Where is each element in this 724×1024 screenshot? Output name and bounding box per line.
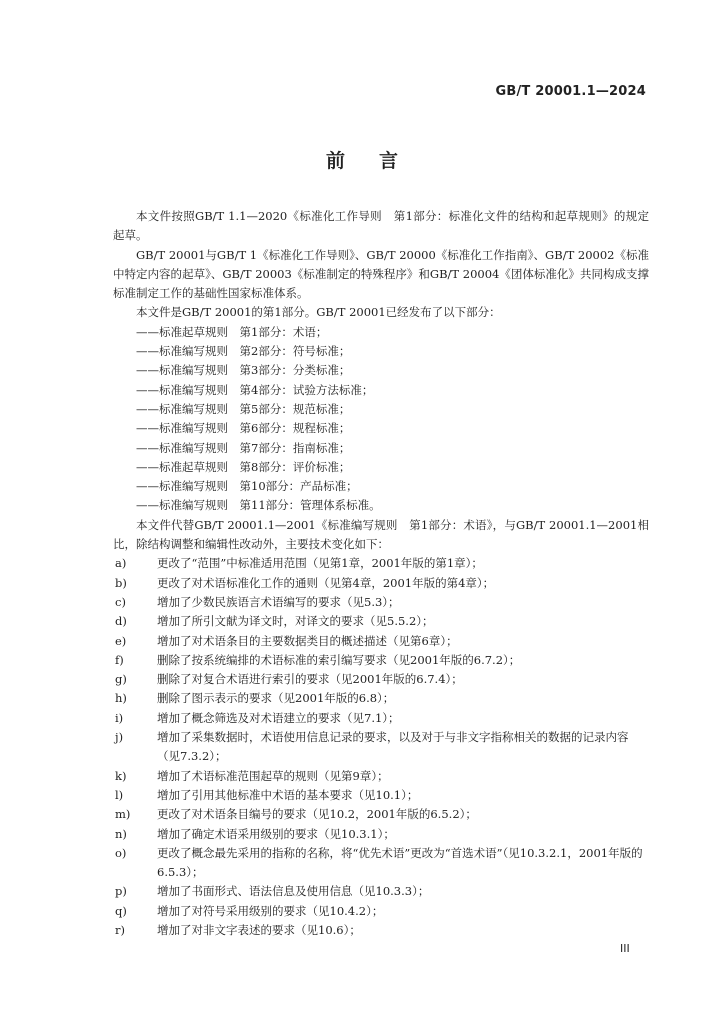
changes-list <box>113 554 649 940</box>
parts-list <box>113 323 649 516</box>
list-item: ——标准编写规则 第2部分：符号标准； <box>136 344 351 359</box>
list-item-text: 更改了对术语标准化工作的通则（见第4章，2001年版的第4章）； <box>157 575 495 590</box>
list-marker: f) <box>115 652 124 667</box>
paragraph: 本文件代替GB/T 20001.1—2001《标准编写规则 第1部分：术语》，与GB/T 20001.1—2001相比，除结构调整和编辑性改动外，主要技术变化如下： <box>113 517 649 552</box>
list-marker: q) <box>115 903 127 918</box>
list-item-text: 更改了概念最先采用的指称的名称，将“优先术语”更改为“首选术语”（见10.3.2.1，2001年版的6.5.3）； <box>157 845 643 880</box>
list-item: ——标准起草规则 第1部分：术语； <box>136 324 328 339</box>
list-item <box>113 902 649 921</box>
list-item <box>113 612 649 631</box>
list-marker: i) <box>115 710 124 725</box>
list-item-text: 增加了概念筛选及对术语建立的要求（见7.1）； <box>157 710 400 725</box>
list-item: ——标准编写规则 第3部分：分类标准； <box>136 363 351 378</box>
list-marker: h) <box>115 691 127 706</box>
list-item <box>113 554 649 573</box>
list-item <box>113 825 649 844</box>
list-item-text: 更改了“范围”中标准适用范围（见第1章，2001年版的第1章）； <box>157 556 483 571</box>
list-marker: g) <box>115 672 127 687</box>
list-marker: d) <box>115 614 127 629</box>
standard-number: GB/T 20001.1—2024 <box>495 84 646 99</box>
list-item-text: 增加了术语标准范围起草的规则（见第9章）； <box>157 768 389 783</box>
list-item <box>113 921 649 940</box>
list-item-text: 增加了采集数据时，术语使用信息记录的要求，以及对于与非文字指称相关的数据的记录内容（见7.3.2）； <box>157 730 629 764</box>
paragraph: GB/T 20001与GB/T 1《标准化工作导则》、GB/T 20000《标准化工作指南》、GB/T 20002《标准中特定内容的起草》、GB/T 20003《标准制定的特殊程序》和GB/T 20004《团体标准化》共同构成支撑标准制定工作的基础性国家标准体系。 <box>113 247 649 301</box>
list-marker: k) <box>115 768 127 783</box>
list-marker: a) <box>115 556 127 571</box>
list-item <box>113 709 649 728</box>
page-title: 前言 <box>325 150 432 172</box>
list-marker: m) <box>115 807 131 822</box>
list-marker: j) <box>115 730 124 745</box>
list-marker: l) <box>115 787 124 802</box>
list-item-text: 增加了所引文献为译文时，对译文的要求（见5.5.2）； <box>157 614 434 629</box>
list-item-text: 增加了少数民族语言术语编写的要求（见5.3）； <box>157 594 400 609</box>
list-item <box>113 689 649 708</box>
foreword-body <box>113 207 649 940</box>
list-item <box>113 670 649 689</box>
list-marker: o) <box>115 845 127 860</box>
list-item: ——标准编写规则 第5部分：规范标准； <box>136 401 351 416</box>
list-item-text: 删除了图示表示的要求（见2001年版的6.8）； <box>157 691 395 706</box>
list-marker: c) <box>115 594 126 609</box>
list-item-text: 删除了对复合术语进行索引的要求（见2001年版的6.7.4）； <box>157 672 463 687</box>
list-marker: e) <box>115 633 127 648</box>
list-marker: p) <box>115 884 127 899</box>
list-item-text: 更改了对术语条目编号的要求（见10.2，2001年版的6.5.2）； <box>157 807 477 822</box>
list-item-text: 增加了对术语条目的主要数据类目的概述描述（见第6章）； <box>157 633 458 648</box>
list-item-text: 增加了书面形式、语法信息及使用信息（见10.3.3）； <box>157 884 430 899</box>
list-item <box>113 786 649 805</box>
list-item-text: 增加了确定术语采用级别的要求（见10.3.1）； <box>157 826 395 841</box>
list-item <box>113 882 649 901</box>
paragraph: 本文件是GB/T 20001的第1部分。GB/T 20001已经发布了以下部分： <box>136 305 501 320</box>
list-item <box>113 632 649 651</box>
page-number: III <box>620 942 630 955</box>
list-item <box>113 805 649 824</box>
list-item: ——标准编写规则 第11部分：管理体系标准。 <box>136 498 381 513</box>
list-item <box>113 593 649 612</box>
list-item: ——标准编写规则 第4部分：试验方法标准； <box>136 382 374 397</box>
list-item <box>113 767 649 786</box>
list-item <box>113 844 649 883</box>
list-item-text: 增加了对符号采用级别的要求（见10.4.2）； <box>157 903 384 918</box>
list-item: ——标准编写规则 第6部分：规程标准； <box>136 421 351 436</box>
list-marker: n) <box>115 826 127 841</box>
list-item: ——标准编写规则 第10部分：产品标准； <box>136 479 358 494</box>
list-item <box>113 728 649 767</box>
list-marker: b) <box>115 575 127 590</box>
list-marker: r) <box>115 922 125 937</box>
list-item-text: 增加了引用其他标准中术语的基本要求（见10.1）； <box>157 787 419 802</box>
list-item <box>113 651 649 670</box>
list-item: ——标准编写规则 第7部分：指南标准； <box>136 440 351 455</box>
list-item-text: 删除了按系统编排的术语标准的索引编写要求（见2001年版的6.7.2）； <box>157 652 521 667</box>
list-item-text: 增加了对非文字表述的要求（见10.6）； <box>157 922 361 937</box>
list-item <box>113 574 649 593</box>
list-item: ——标准起草规则 第8部分：评价标准； <box>136 459 351 474</box>
paragraph: 本文件按照GB/T 1.1—2020《标准化工作导则 第1部分：标准化文件的结构和起草规则》的规定起草。 <box>113 209 649 243</box>
